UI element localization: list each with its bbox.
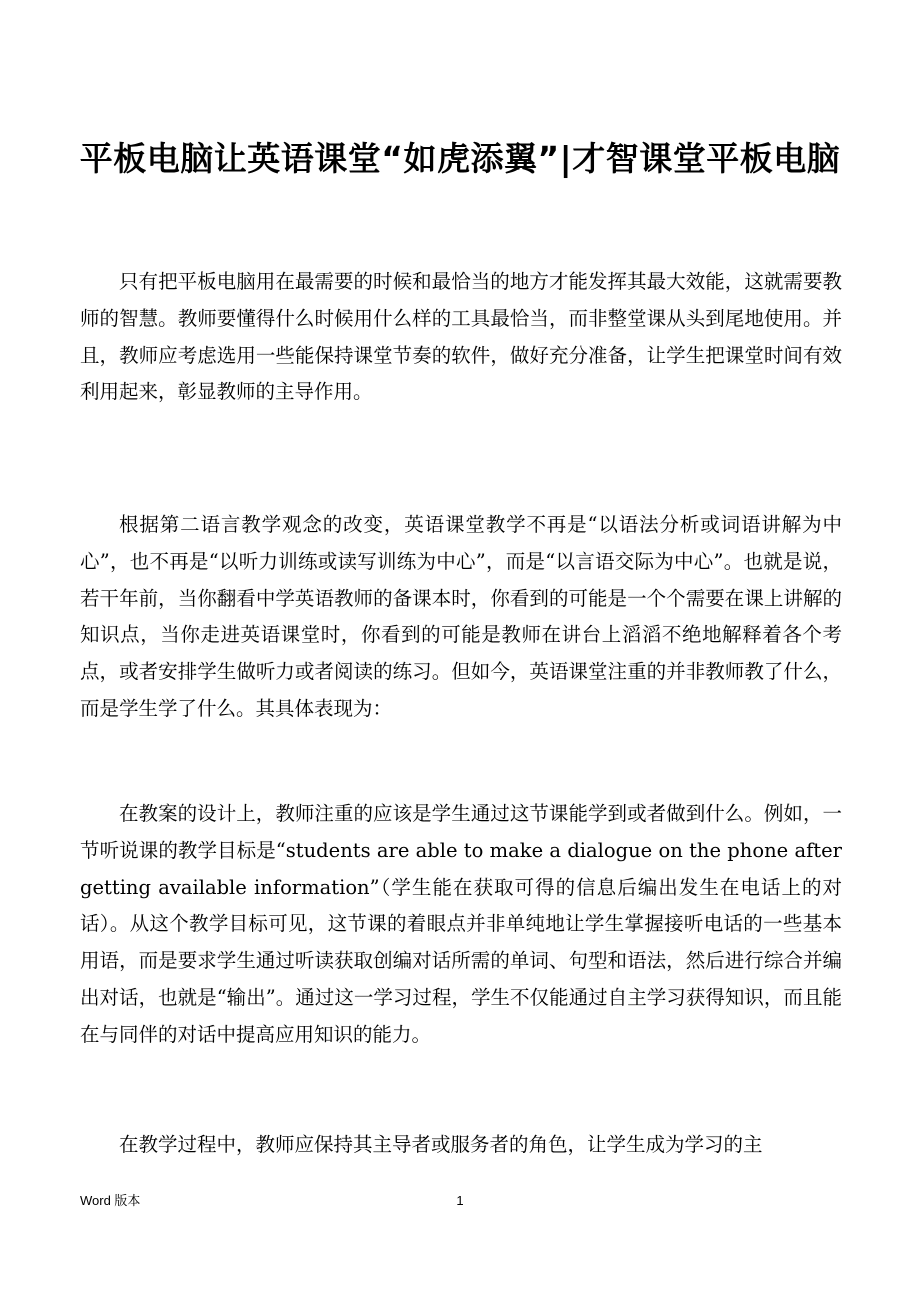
paragraph-1 [80,264,842,411]
paragraph-4 [80,1127,842,1164]
paragraph-text: 在教案的设计上，教师注重的应该是学生通过这节课能学到或者做到什么。例如，一节听说课的教学目标是“students are able to make a dialogue on the phone after getting available information”（学生能在获取可得的信息后编出发生在电话上的对话）。从这个教学目标可见，这节课的着眼点并非单纯地让学生掌握接听电话的一些基本用语，而是要求学生通过听读获取创编对话所需的单词、句型和语法，然后进行综合并编出对话，也就是“输出”。通过这一学习过程，学生不仅能通过自主学习获得知识，而且能在与同伴的对话中提高应用知识的能力。 [80,802,842,1046]
paragraph-text: 只有把平板电脑用在最需要的时候和最恰当的地方才能发挥其最大效能，这就需要教师的智慧。教师要懂得什么时候用什么样的工具最恰当，而非整堂课从头到尾地使用。并且，教师应考虑选用一些能保持课堂节奏的软件，做好充分准备，让学生把课堂时间有效利用起来，彰显教师的主导作用。 [80,270,842,404]
paragraph-text: 根据第二语言教学观念的改变，英语课堂教学不再是“以语法分析或词语讲解为中心”，也不再是“以听力训练或读写训练为中心”，而是“以言语交际为中心”。也就是说，若干年前，当你翻看中学英语教师的备课本时，你看到的可能是一个个需要在课上讲解的知识点，当你走进英语课堂时，你看到的可能是教师在讲台上滔滔不绝地解释着各个考点，或者安排学生做听力或者阅读的练习。但如今，英语课堂注重的并非教师教了什么，而是学生学了什么。其具体表现为： [80,513,842,720]
paragraph-3 [80,796,842,1054]
paragraph-text: 在教学过程中，教师应保持其主导者或服务者的角色，让学生成为学习的主 [119,1133,763,1156]
footer-label: Word 版本 [80,1193,141,1208]
page-number: 1 [456,1193,464,1208]
paragraph-2 [80,507,842,728]
page-title: 平板电脑让英语课堂“如虎添翼”|才智课堂平板电脑 [79,139,841,178]
